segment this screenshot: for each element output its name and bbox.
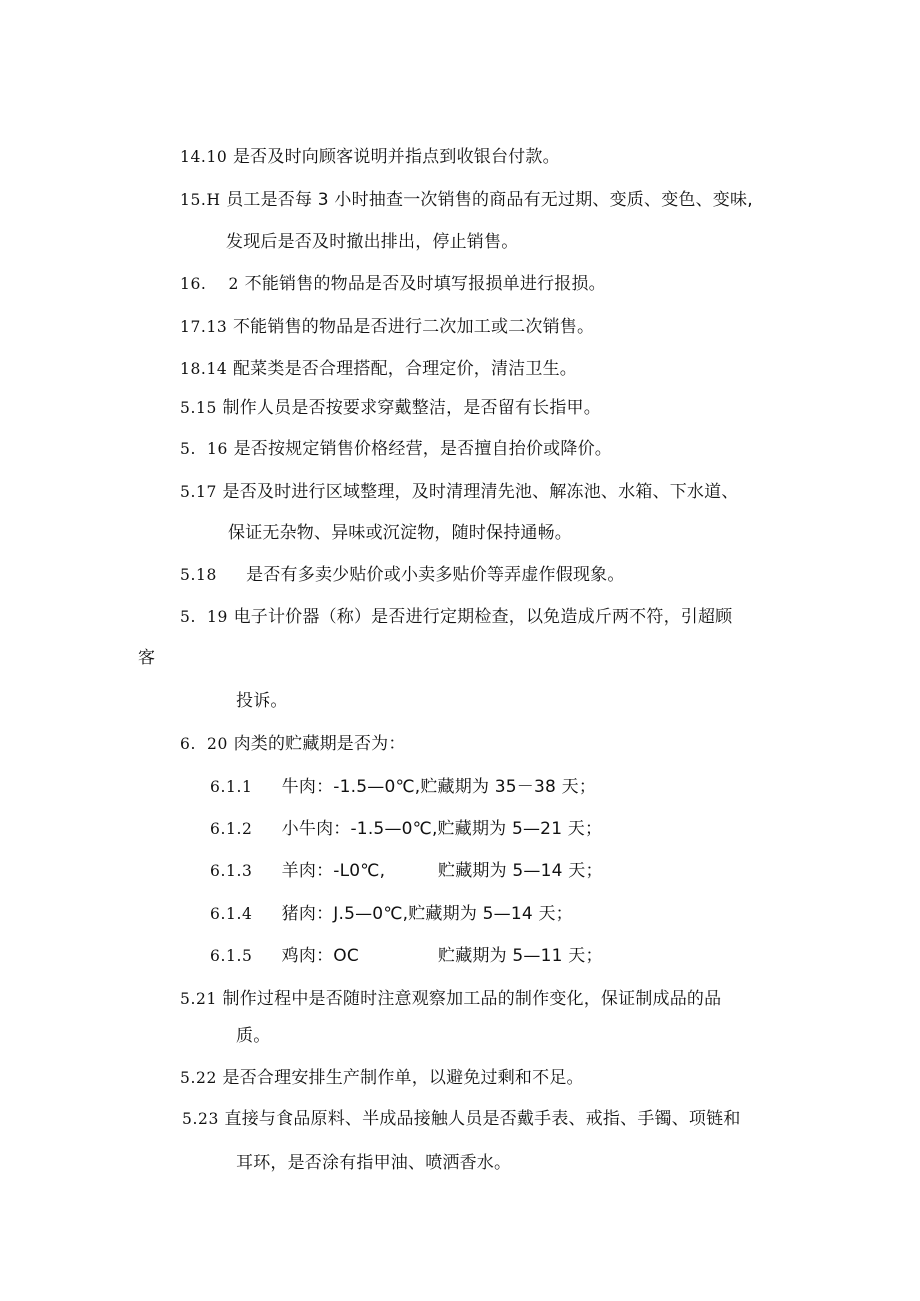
item-6-20 [180, 733, 406, 755]
item-15-h [180, 189, 753, 211]
item-text: 猪肉：J.5—0℃,贮藏期为 5—14 天； [281, 904, 573, 924]
item-5-19 [180, 606, 732, 628]
item-number: 5. 19 [180, 608, 228, 626]
item-number: 6.1.3 [210, 862, 253, 880]
subitem-6-1-3 [210, 860, 385, 882]
item-text: 是否合理安排生产制作单，以避免过剩和不足。 [222, 1068, 584, 1088]
item-text: 牛肉：-1.5—0℃,贮藏期为 35－38 天； [281, 777, 597, 797]
item-number: 6.1.4 [210, 905, 253, 923]
item-text: 不能销售的物品是否及时填写报损单进行报损。 [244, 274, 606, 294]
item-text: 羊肉：-L0℃, [281, 861, 386, 881]
subitem-6-1-2 [210, 818, 602, 840]
item-5-19-overflow [138, 647, 155, 669]
item-5-23 [182, 1108, 741, 1130]
item-number: 5.17 [180, 483, 217, 501]
subitem-6-1-4 [210, 903, 573, 925]
item-number: 5.21 [180, 990, 217, 1008]
item-text: 投诉。 [236, 691, 288, 711]
item-text: 是否按规定销售价格经营，是否擅自抬价或降价。 [233, 439, 612, 459]
item-5-16 [180, 438, 612, 460]
item-18-14 [180, 358, 577, 380]
item-text: 肉类的贮藏期是否为： [233, 734, 406, 754]
item-number: 5.22 [180, 1069, 217, 1087]
item-text: 贮藏期为 5—14 天； [438, 861, 603, 881]
subitem-6-1-5 [210, 945, 359, 967]
item-number: 18.14 [180, 360, 228, 378]
item-number: 15.H [180, 191, 221, 209]
item-number: 6.1.5 [210, 947, 253, 965]
item-text: 小牛肉：-1.5—0℃,贮藏期为 5—21 天； [281, 819, 603, 839]
item-text: 员工是否每 3 小时抽查一次销售的商品有无过期、变质、变色、变味, [226, 190, 753, 210]
item-5-23-continued [236, 1152, 511, 1174]
item-text: 制作人员是否按要求穿戴整洁，是否留有长指甲。 [222, 398, 601, 418]
subitem-6-1-1 [210, 776, 596, 798]
item-number: 6.1.1 [210, 778, 253, 796]
item-number: 17.13 [180, 318, 228, 336]
item-text: 直接与食品原料、半成品接触人员是否戴手表、戒指、手镯、项链和 [224, 1109, 741, 1129]
item-5-21 [180, 988, 721, 1010]
item-5-17 [180, 481, 739, 503]
item-17-13 [180, 316, 594, 338]
item-5-15 [180, 397, 601, 419]
item-text: 鸡肉：OC [281, 946, 359, 966]
item-15-h-continued [226, 231, 518, 253]
item-text: 制作过程中是否随时注意观察加工品的制作变化，保证制成品的品 [222, 989, 722, 1009]
item-text: 贮藏期为 5—11 天； [438, 946, 603, 966]
item-5-17-continued [228, 522, 572, 544]
subitem-6-1-3-storage [438, 860, 603, 882]
item-number: 5.18 [180, 566, 217, 584]
subitem-6-1-5-storage [438, 945, 603, 967]
item-text: 客 [138, 648, 156, 668]
item-number: 6. 20 [180, 735, 228, 753]
item-5-19-continued [236, 690, 288, 712]
item-number: 16. 2 [180, 275, 240, 293]
item-5-21-continued [236, 1025, 270, 1047]
item-16-2 [180, 273, 606, 295]
item-text: 是否有多卖少贴价或小卖多贴价等弄虚作假现象。 [246, 565, 625, 585]
item-5-22 [180, 1067, 584, 1089]
item-14-10 [180, 146, 560, 168]
item-text: 配菜类是否合理搭配，合理定价，清洁卫生。 [232, 359, 577, 379]
item-text: 不能销售的物品是否进行二次加工或二次销售。 [232, 317, 595, 337]
item-text: 耳环，是否涂有指甲油、喷洒香水。 [236, 1153, 512, 1173]
item-number: 6.1.2 [210, 820, 253, 838]
item-text: 质。 [236, 1026, 271, 1046]
item-text: 发现后是否及时撤出排出，停止销售。 [226, 232, 519, 252]
item-text: 电子计价器（称）是否进行定期检查，以免造成斤两不符，引超顾 [233, 607, 733, 627]
item-number: 5.15 [180, 399, 217, 417]
item-number: 5.23 [182, 1110, 219, 1128]
item-number: 14.10 [180, 148, 228, 166]
item-5-18 [180, 564, 625, 586]
item-number: 5. 16 [180, 440, 228, 458]
item-text: 是否及时进行区域整理，及时清理清先池、解冻池、水箱、下水道、 [222, 482, 739, 502]
item-text: 是否及时向顾客说明并指点到收银台付款。 [232, 147, 560, 167]
item-text: 保证无杂物、异味或沉淀物，随时保持通畅。 [228, 523, 572, 543]
